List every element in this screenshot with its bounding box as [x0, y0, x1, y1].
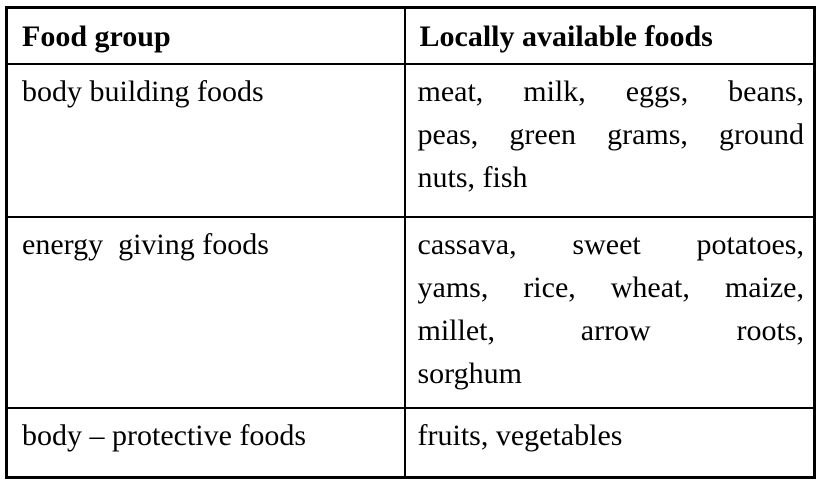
header-food-group: Food group [7, 8, 405, 65]
cell-foods-energy-giving [405, 217, 815, 408]
cell-group-energy-giving: energy giving foods [7, 217, 405, 408]
foods-line: peas, green grams, ground [417, 118, 804, 151]
cell-foods-body-building [405, 64, 815, 217]
foods-line: cassava, sweet potatoes, [417, 228, 804, 261]
table-header-row [7, 8, 815, 65]
cell-group-body-protective: body – protective foods [7, 408, 405, 477]
foods-line: nuts, fish [417, 161, 528, 194]
cell-group-body-building: body building foods [7, 64, 405, 217]
food-groups-table [5, 6, 816, 479]
foods-line: yams, rice, wheat, maize, [417, 271, 804, 304]
foods-line: sorghum [417, 357, 522, 390]
header-locally-available-foods: Locally available foods [405, 8, 815, 65]
foods-line: meat, milk, eggs, beans, [417, 75, 804, 108]
food-groups-table-container [5, 6, 816, 479]
foods-line: fruits, vegetables [417, 419, 623, 452]
cell-foods-body-protective [405, 408, 815, 477]
table-row [7, 408, 815, 477]
table-row [7, 217, 815, 408]
table-row [7, 64, 815, 217]
foods-line: millet, arrow roots, [417, 314, 804, 347]
